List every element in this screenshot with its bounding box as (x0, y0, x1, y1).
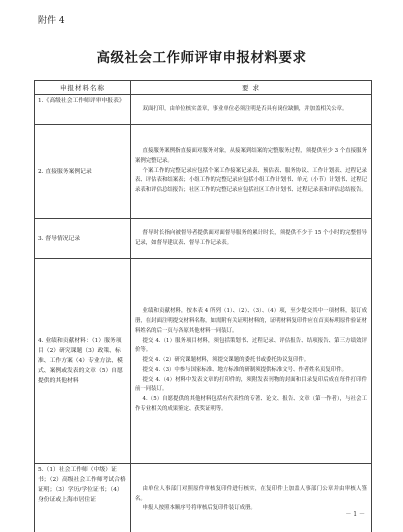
attachment-label: 附件 4 (38, 16, 65, 26)
material-name-cell: 3. 督导情况记录 (35, 219, 131, 259)
table-header-row (35, 81, 372, 95)
requirement-paragraph: 提交 4.（3）中参与国家标准、地方标准的研制须提供标准文号、作者姓名页复印件。 (142, 366, 347, 373)
requirement-cell (131, 259, 372, 464)
requirement-paragraph: 双面打印，由单位核实盖章，事业单位必须注明是否具有岗位缺额，并加盖相关公章。 (142, 105, 348, 112)
material-name-cell: 1.《高级社会工作师评审申报表》 (35, 95, 131, 125)
requirement-paragraph: 业绩和贡献材料，按本表 4 所列（1）、（2）、（3）、（4）项，至少提交其中一项材料，装订成册，在封面注明提交材料名称，如需附有关证明材料的，证明材料复印件应在首页标明原件验证材料姓名的后一页与各原其他材料一同装订。 (135, 308, 367, 334)
requirement-paragraph: 由单位人事部门对照原件审核复印件进行核实，在复印件上加盖人事部门公章并由审核人签名。 (135, 485, 367, 502)
requirement-paragraph: 提交 4.（1）服务项目材料，须包括策划书、过程记录、评估报告、结项报告、第三方绩效评价等。 (135, 337, 367, 354)
requirement-cell (131, 464, 372, 532)
requirement-cell (131, 95, 372, 125)
table-row (35, 464, 372, 532)
requirement-paragraph: 提交 4.（4）材料中发表文章的打印件的，须附发表刊物的封面和目录复印后成在每件打印件前一同装订。 (135, 376, 367, 393)
table-row (35, 95, 372, 125)
header-requirements: 要 求 (131, 81, 372, 95)
table-row (35, 219, 372, 259)
requirement-paragraph: 督导时长指向被督导者提供面对面督导服务的累计时长，须提供不少于 15 个小时的完整督导记录，如督导建议表、督导工作记录表。 (135, 229, 367, 246)
requirement-cell (131, 125, 372, 219)
table-row (35, 125, 372, 219)
material-name-cell: 2. 直接服务案例记录 (35, 125, 131, 219)
requirement-cell (131, 219, 372, 259)
table-row (35, 259, 372, 464)
header-material-name: 申报材料名称 (35, 81, 131, 95)
requirement-paragraph: 提交 4.（2）研究课题材料，须提交课题的委托书或委托协议复印件。 (142, 357, 310, 364)
page-number: － 1 － (345, 511, 365, 518)
requirement-paragraph: 直接服务案例指直接面对服务对象，从接案到结案的完整服务过程，须提供至少 3 个直接服务案例完整记录。 (135, 148, 367, 164)
material-name-cell: 5.（1）社会工作师（中级）证书；（2）高级社会工作师考试合格证明；（3）学历/学位证书；（4）身份证或上海市居住证 (35, 464, 131, 532)
requirement-paragraph: 4.（5）自愿提供的其他材料包括有代表性的专著、论文、报告、文章（第一作者），与社会工作专业相关的成果鉴定、获奖证明等。 (135, 396, 367, 413)
requirement-paragraph: 个案工作的完整记录应包括个案工作接案记录表、预估表、服务协议、工作计划表、过程记录表、评估表和结案表；小组工作的完整记录应包括小组工作计划书、单元（小节）计划书、过程记录表和评估总结报告；社区工作的完整记录应包括社区工作计划书、过程记录表和评估总结报告。 (135, 167, 367, 194)
material-name-cell: 4. 业绩和贡献材料：（1）服务项目（2）研究课题（3）政策、标准、工作方案（4）专业方法、模式、案例或发表的文章（5）自愿提供的其他材料 (35, 259, 131, 464)
requirement-paragraph: 申报人按照本顺序号将审核后复印件装订成册。 (142, 505, 256, 512)
requirements-table (34, 80, 372, 532)
document-title: 高级社会工作师评审申报材料要求 (96, 50, 307, 66)
